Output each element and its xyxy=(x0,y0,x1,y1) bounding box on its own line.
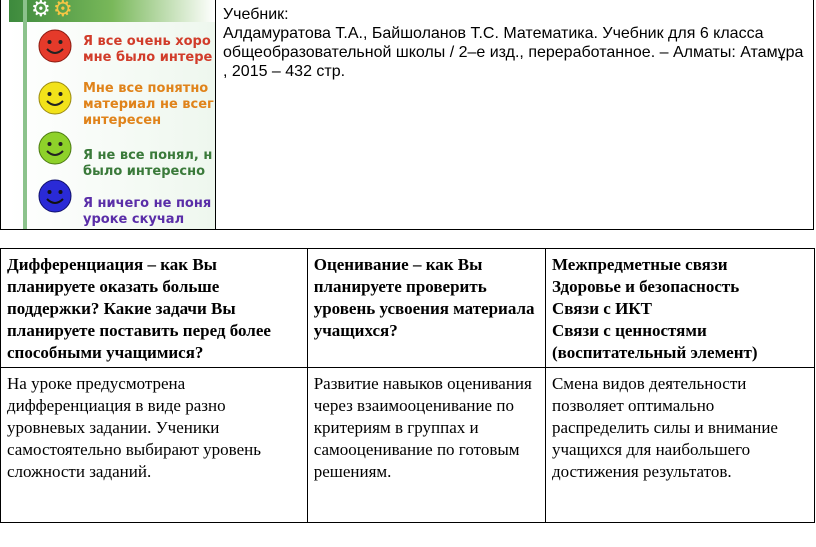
reflection-text-3: Я не все понял, н было интересно xyxy=(83,148,213,179)
gear-icon: ⚙ xyxy=(53,0,73,21)
reflection-image xyxy=(9,0,215,229)
header-line: Здоровье и безопасность xyxy=(551,277,740,296)
blue-smiley-icon xyxy=(37,178,73,214)
cell-assessment: Развитие навыков оценивания через взаимооценивание по критериям в группах и самооценивание по готовым решениям. xyxy=(307,368,545,523)
header-differentiation: Дифференциация – как Вы планируете оказать больше поддержки? Какие задачи Вы планируете поставить перед более способными учащимися? xyxy=(1,249,308,368)
header-line: Связи с ИКТ xyxy=(551,299,652,318)
header-assessment: Оценивание – как Вы планируете проверить уровень усвоения материала учащихся? xyxy=(307,249,545,368)
gear-icon: ⚙ xyxy=(31,0,51,21)
reflection-image-cell xyxy=(1,0,216,229)
reflection-text-1: Я все очень хоро мне было интере xyxy=(83,34,213,65)
reflection-text-2: Мне все понятно материал не всег интересен xyxy=(83,81,214,128)
header-line: (воспитательный элемент) xyxy=(551,343,758,362)
red-smiley-icon xyxy=(37,28,73,64)
textbook-label: Учебник: xyxy=(223,6,289,23)
header-line: Межпредметные связи xyxy=(551,255,728,274)
table-row xyxy=(1,368,815,523)
planning-table xyxy=(0,248,815,523)
image-left-stripe xyxy=(23,0,27,229)
cell-cross-curricular: Смена видов деятельности позволяет оптимально распределить силы и внимание учащихся для наибольшего достижения результатов. xyxy=(545,368,814,523)
top-table xyxy=(0,0,814,230)
header-line: Связи с ценностями xyxy=(551,321,707,340)
reflection-text-4: Я ничего не поня уроке скучал xyxy=(83,196,212,227)
textbook-reference: Алдамуратова Т.А., Байшоланов Т.С. Математика. Учебник для 6 класса общеобразовательной школы / 2–е изд., переработанное. – Алматы: Атамұра , 2015 – 432 стр. xyxy=(223,25,804,80)
header-cross-curricular xyxy=(545,249,814,368)
table-header-row xyxy=(1,249,815,368)
green-smiley-icon xyxy=(37,130,73,166)
textbook-cell xyxy=(216,0,813,229)
cell-differentiation: На уроке предусмотрена дифференциация в виде разно уровневых задании. Ученики самостоятельно выбирают уровень сложности заданий. xyxy=(1,368,308,523)
yellow-smiley-icon xyxy=(37,80,73,116)
